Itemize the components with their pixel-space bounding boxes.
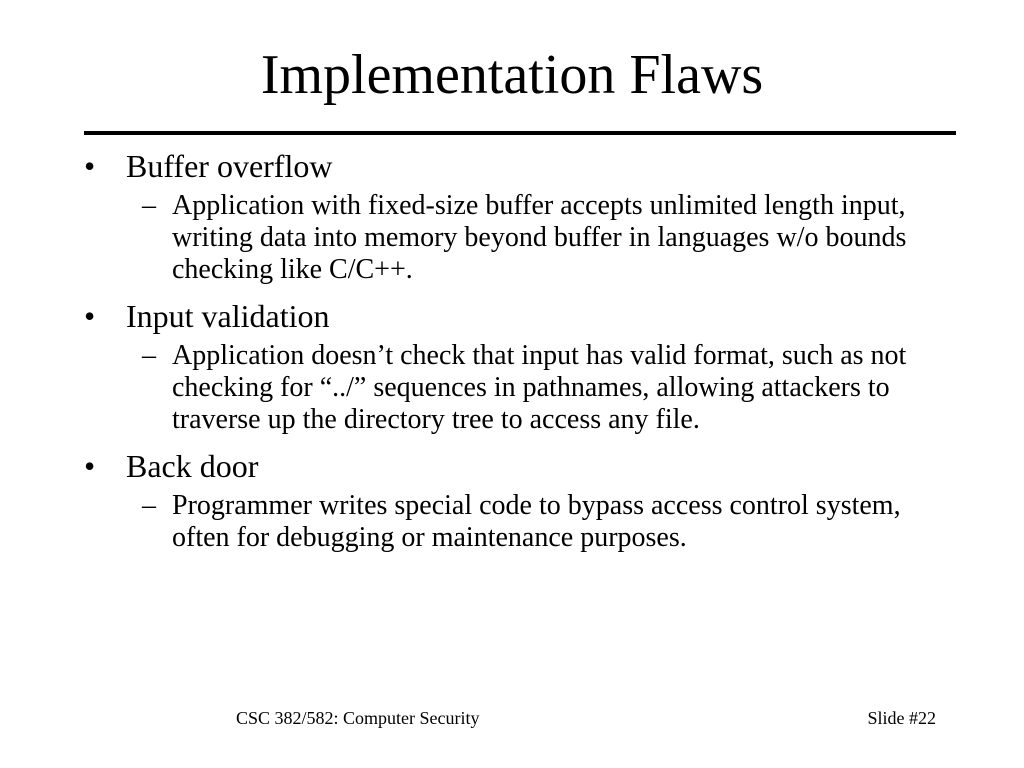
sub-bullet-marker: – — [142, 490, 156, 521]
sub-bullet-item — [84, 490, 962, 554]
bullet-text: Back door — [126, 448, 259, 484]
title-divider — [84, 131, 956, 135]
sub-bullet-text: Programmer writes special code to bypass access control system, often for debugging or maintenance purposes. — [172, 490, 901, 553]
slide-content — [84, 146, 964, 564]
sub-bullet-marker: – — [142, 340, 156, 371]
sub-bullet-text: Application doesn’t check that input has valid format, such as not checking for “../” sequences in pathnames, allowing attackers to traverse up the directory tree to access any file. — [172, 340, 907, 435]
sub-bullet-item — [84, 190, 962, 286]
sub-bullet-text: Application with fixed-size buffer accepts unlimited length input, writing data into memory beyond buffer in languages w/o bounds checking like C/C++. — [172, 190, 907, 285]
bullet-text: Buffer overflow — [126, 148, 333, 184]
bullet-item — [84, 446, 964, 486]
bullet-text: Input validation — [126, 298, 330, 334]
sub-bullet-marker: – — [142, 190, 156, 221]
bullet-marker: • — [84, 298, 96, 334]
bullet-item — [84, 146, 964, 186]
sub-bullet-item — [84, 340, 962, 436]
footer-slide-number: Slide #22 — [867, 708, 936, 728]
bullet-marker: • — [84, 148, 96, 184]
slide-title: Implementation Flaws — [260, 44, 764, 106]
footer-course: CSC 382/582: Computer Security — [236, 708, 480, 728]
bullet-item — [84, 296, 964, 336]
bullet-marker: • — [84, 448, 96, 484]
